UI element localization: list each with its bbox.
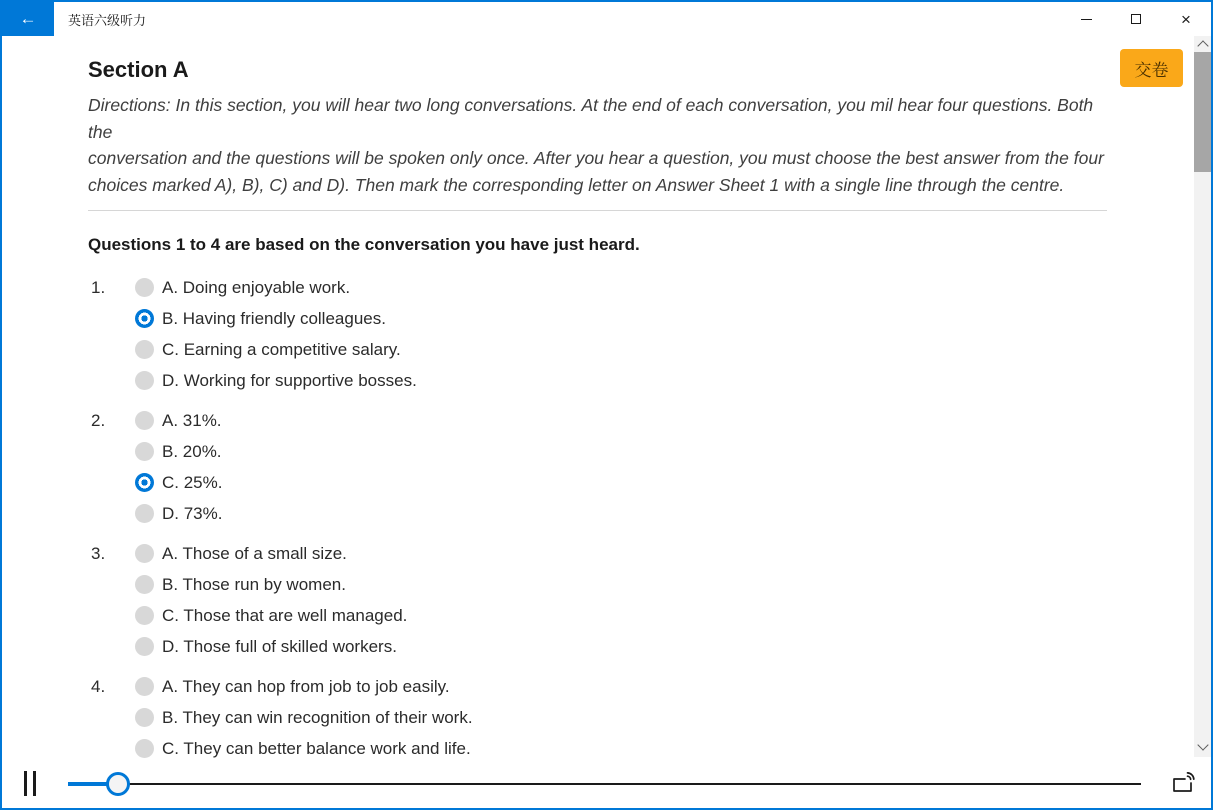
option-label: B. Having friendly colleagues. xyxy=(162,308,386,328)
radio-button[interactable] xyxy=(135,309,154,328)
option-label: D. Those full of skilled workers. xyxy=(162,636,397,656)
maximize-icon xyxy=(1131,14,1141,24)
slider-track xyxy=(118,783,1141,785)
option-row[interactable] xyxy=(135,671,1107,702)
option-row[interactable] xyxy=(135,365,1107,396)
radio-button[interactable] xyxy=(135,278,154,297)
option-row[interactable] xyxy=(135,569,1107,600)
option-row[interactable] xyxy=(135,467,1107,498)
option-label: B. Those run by women. xyxy=(162,574,346,594)
radio-button[interactable] xyxy=(135,340,154,359)
option-row[interactable] xyxy=(135,272,1107,303)
scroll-up-arrow-icon[interactable] xyxy=(1197,40,1208,51)
option-label: D. 73%. xyxy=(162,503,223,523)
option-row[interactable] xyxy=(135,538,1107,569)
option-row[interactable] xyxy=(135,303,1107,334)
pause-button[interactable] xyxy=(19,769,41,799)
radio-button[interactable] xyxy=(135,544,154,563)
radio-button[interactable] xyxy=(135,371,154,390)
pause-icon xyxy=(33,771,36,796)
directions-line: conversation and the questions will be spoken only once. After you hear a question, you must choose the best answer from the four xyxy=(88,148,1104,168)
scrollbar-thumb[interactable] xyxy=(1194,52,1211,172)
divider xyxy=(88,210,1107,211)
close-icon: × xyxy=(1181,9,1191,29)
scroll-down-arrow-icon[interactable] xyxy=(1197,739,1208,750)
cast-button[interactable] xyxy=(1167,769,1197,799)
option-label: B. They can win recognition of their work. xyxy=(162,707,473,727)
content-area xyxy=(2,36,1211,808)
audio-progress-slider[interactable] xyxy=(68,771,1141,797)
option-label: C. Earning a competitive salary. xyxy=(162,339,401,359)
back-arrow-icon: ← xyxy=(19,9,37,28)
app-title: 英语六级听力 xyxy=(68,12,147,28)
option-row[interactable] xyxy=(135,702,1107,733)
directions-text xyxy=(88,92,1107,198)
option-row[interactable] xyxy=(135,436,1107,467)
close-button[interactable] xyxy=(1161,2,1211,36)
radio-button[interactable] xyxy=(135,473,154,492)
question-block xyxy=(88,272,1107,396)
option-label: A. 31%. xyxy=(162,410,222,430)
minimize-icon xyxy=(1081,19,1092,20)
option-label: D. Working for supportive bosses. xyxy=(162,370,417,390)
option-row[interactable] xyxy=(135,334,1107,365)
question-block xyxy=(88,538,1107,662)
radio-button[interactable] xyxy=(135,442,154,461)
radio-button[interactable] xyxy=(135,708,154,727)
question-options xyxy=(135,272,1107,396)
option-label: C. 25%. xyxy=(162,472,223,492)
option-label: C. They can better balance work and life. xyxy=(162,738,471,758)
minimize-button[interactable] xyxy=(1061,2,1111,36)
question-group-header: Questions 1 to 4 are based on the conversation you have just heard. xyxy=(88,235,640,254)
cast-icon xyxy=(1169,770,1196,797)
back-button[interactable] xyxy=(2,2,54,36)
question-number: 4. xyxy=(91,677,106,696)
window-controls xyxy=(1061,2,1211,36)
question-number: 3. xyxy=(91,544,106,563)
radio-button[interactable] xyxy=(135,677,154,696)
directions-line: choices marked A), B), C) and D). Then mark the corresponding letter on Answer Sheet 1 with a single line through the centre. xyxy=(88,174,1065,195)
radio-button[interactable] xyxy=(135,411,154,430)
radio-button[interactable] xyxy=(135,606,154,625)
radio-button[interactable] xyxy=(135,739,154,758)
question-options xyxy=(135,405,1107,529)
question-block xyxy=(88,405,1107,529)
directions-line: Directions: In this section, you will hear two long conversations. At the end of each conversation, you mil hear four questions. Both the xyxy=(88,95,1094,142)
pause-icon xyxy=(24,771,27,796)
option-row[interactable] xyxy=(135,600,1107,631)
question-number: 1. xyxy=(91,278,106,297)
option-label: A. Doing enjoyable work. xyxy=(162,277,351,297)
questions-list xyxy=(88,272,1107,795)
option-label: A. Those of a small size. xyxy=(162,543,347,563)
radio-button[interactable] xyxy=(135,504,154,523)
maximize-button[interactable] xyxy=(1111,2,1161,36)
option-label: A. They can hop from job to job easily. xyxy=(162,676,450,696)
section-title: Section A xyxy=(88,57,189,82)
option-row[interactable] xyxy=(135,631,1107,662)
option-row[interactable] xyxy=(135,405,1107,436)
option-label: B. 20%. xyxy=(162,441,222,461)
question-number: 2. xyxy=(91,411,106,430)
option-row[interactable] xyxy=(135,498,1107,529)
radio-button[interactable] xyxy=(135,637,154,656)
audio-player-bar xyxy=(2,759,1211,808)
submit-button[interactable]: 交卷 xyxy=(1120,49,1183,87)
scrollbar[interactable] xyxy=(1194,34,1211,757)
option-label: C. Those that are well managed. xyxy=(162,605,408,625)
slider-thumb[interactable] xyxy=(106,772,130,796)
question-options xyxy=(135,538,1107,662)
radio-button[interactable] xyxy=(135,575,154,594)
titlebar xyxy=(2,2,1211,36)
